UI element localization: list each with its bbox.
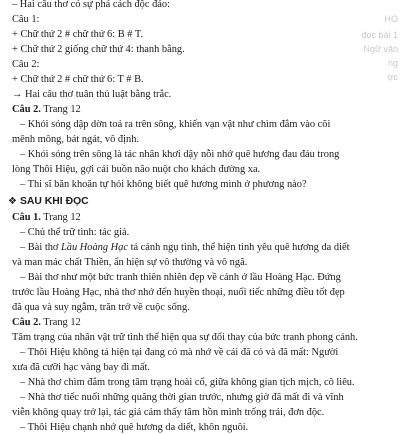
text-line: và man mác chất Thiền, ẩn hiện sự vô thường và vô ngã. <box>12 257 248 268</box>
question-heading <box>8 212 396 224</box>
page-reference: Trang 12 <box>43 104 81 115</box>
text-line: lòng Thôi Hiệu, gợi cái buồn não nuột cho khách đường xa. <box>12 164 261 175</box>
question-number: Câu 2. <box>12 317 41 328</box>
text-line: Câu 2: <box>12 59 40 70</box>
text-line: – Thôi Hiệu không tả hiện tại đang có mà nhớ về cái đã có và đã mất: Người <box>20 347 339 358</box>
text-segment: tả cảnh ngụ tình, thể hiện tình yêu quê hương da diết <box>127 242 350 253</box>
text-line: + Chữ thứ 2 giống chữ thứ 4: thanh bằng. <box>12 44 185 55</box>
bleed-through-text: đọc bài 1 <box>361 30 398 40</box>
text-line: Tâm trạng của nhân vật trữ tình thể hiện qua sự đổi thay của bức tranh phong cảnh. <box>12 332 358 343</box>
text-line: – Khói sóng dập dờn toả ra trên sông, khiến vạn vật như chìm đắm vào cõi <box>20 119 331 130</box>
text-line: → Hai câu thơ tuân thủ luật bằng trắc. <box>12 89 172 100</box>
text-line <box>8 242 404 254</box>
question-number: Câu 2. <box>12 104 41 115</box>
text-segment: – Bài thơ <box>20 242 61 253</box>
text-line: + Chữ thứ 2 # chữ thứ 6: T # B. <box>12 74 144 85</box>
bleed-through-text: ợc <box>387 72 398 82</box>
bleed-through-text: ng <box>387 58 398 68</box>
text-line: mênh mông, bát ngát, vô định. <box>12 134 139 145</box>
text-line: + Chữ thứ 2 # chữ thứ 6: B # T. <box>12 29 144 40</box>
question-number: Câu 1. <box>12 212 41 223</box>
section-title: SAU KHI ĐỌC <box>19 196 89 207</box>
text-line: – Hai câu thơ có sự phá cách độc đáo: <box>12 0 170 10</box>
poem-title: Lầu Hoàng Hạc <box>61 242 128 253</box>
text-line: Câu 1: <box>12 14 40 25</box>
question-heading <box>8 104 396 116</box>
bleed-through-text: HO <box>384 14 398 24</box>
page-reference: Trang 12 <box>43 212 81 223</box>
diamond-bullet-icon: ❖ <box>8 196 17 207</box>
page-reference: Trang 12 <box>43 317 81 328</box>
text-line: – Nhà thơ chìm đắm trong tâm trạng hoài cổ, giữa không gian tịch mịch, cô liêu. <box>20 377 355 388</box>
text-line: – Chủ thể trữ tình: tác giả. <box>20 227 130 238</box>
question-heading <box>8 317 396 329</box>
text-line: xưa đã cưỡi hạc vàng bay đi mất. <box>12 362 150 373</box>
text-line: – Nhà thơ tiếc nuối những quãng thời gian trước, nhưng giờ đã mất đi và vĩnh <box>20 392 344 403</box>
document-page <box>8 0 398 433</box>
text-line: – Bài thơ như một bức tranh thiên nhiên đẹp về cảnh ở lầu Hoàng Hạc. Đứng <box>20 272 341 283</box>
text-line: – Khói sóng trên sông là tác nhân khơi dậy nỗi nhớ quê hương đau đáu trong <box>20 149 340 160</box>
text-line: – Thôi Hiệu chạnh nhớ quê hương da diết, khôn nguôi. <box>20 422 249 433</box>
text-line: trước lầu Hoàng Hạc, nhà thơ nhớ đến huyền thoại, nuối tiếc những điều tốt đẹp <box>12 287 345 298</box>
bleed-through-text: Ngữ văn <box>363 44 398 54</box>
text-line: viễn không quay trở lại, tác giả cảm thấy tâm hồn mình trống trải, đơn độc. <box>12 407 325 418</box>
section-heading <box>8 196 392 208</box>
text-line: – Thi sĩ băn khoăn tự hỏi không biết quê hương mình ở phương nào? <box>20 179 307 190</box>
text-line: đã qua và suy ngẫm, trăn trở về cuộc sống. <box>12 302 190 313</box>
